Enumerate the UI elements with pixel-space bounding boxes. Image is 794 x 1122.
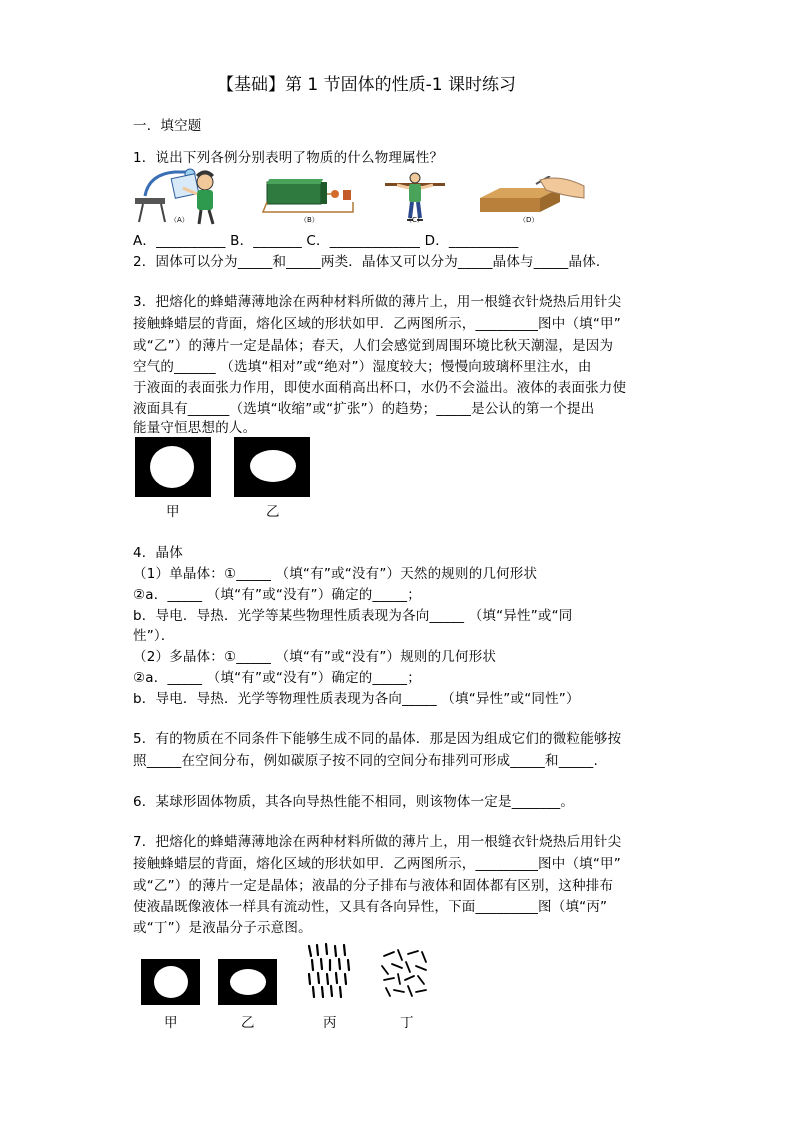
q3-line: 接触蜂蜡层的背面，熔化区域的形状如甲．乙两图所示，_________图中（填“甲” [133,316,621,332]
circular-melt-region [150,446,194,488]
q1-image-b [261,176,355,216]
page-title: 【基础】第 1 节固体的性质-1 课时练习 [217,75,516,95]
q1-caption-a: （A） [170,216,189,224]
section-heading: 一．填空题 [133,118,202,134]
q4-line: ②a．_____ （填“有”或“没有”）确定的_____； [133,587,421,603]
circuit-box-illustration [261,176,355,216]
q3-figure-yi [234,437,310,497]
q1-caption-c: （C） [405,216,424,224]
q7-figure-jia [141,959,200,1005]
q4-line: b．导电．导热．光学等物理性质表现为各向_____ （填“异性”或“同性”） [133,691,580,707]
q7-label-ding: 丁 [400,1015,414,1031]
elliptical-melt-region [250,450,296,482]
q7-figure-bing-aligned-molecules [306,942,352,1000]
q3-line: 或“乙”）的薄片一定是晶体；春天，人们会感觉到周围环境比秋天潮湿，是因为 [133,338,614,354]
hand-scratching-block-illustration [480,176,588,216]
q3-line: 空气的______ （选填“相对”或“绝对”）湿度较大；慢慢向玻璃杯里注水，由 [133,359,592,375]
q1-answers: A．__________ B．_______ C．_____________ D．__________ [133,233,519,249]
q6-text: 6．某球形固体物质，其各向导热性能不相同，则该物体一定是_______。 [133,794,575,810]
q7-line: 接触蜂蜡层的背面，熔化区域的形状如甲．乙两图所示，_________图中（填“甲” [133,856,621,872]
q7-figure-ding-random-molecules [380,948,430,1000]
q7-line: 使液晶既像液体一样具有流动性，又具有各向异性，下面_________图（填“丙” [133,899,608,915]
q3-line: 能量守恒思想的人。 [133,420,257,436]
q7-label-yi: 乙 [241,1015,255,1031]
q1-stem: 1．说出下列各例分别表明了物质的什么物理属性？ [133,150,444,166]
q7-line: 7．把熔化的蜂蜡薄薄地涂在两种材料所做的薄片上，用一根缝衣针烧热后用针尖 [133,834,622,850]
q5-line: 照_____在空间分布，例如碳原子按不同的空间分布排列可形成_____和_____. [133,753,598,769]
elliptical-melt-region [230,969,266,995]
q4-line: 性”）． [133,628,175,644]
q1-caption-d: （D） [519,216,539,224]
q3-label-jia: 甲 [166,504,180,520]
q7-label-jia: 甲 [164,1015,178,1031]
q4-line: b．导电．导热．光学等某些物理性质表现为各向_____ （填“异性”或“同 [133,608,573,624]
q3-line: 3．把熔化的蜂蜡薄薄地涂在两种材料所做的薄片上，用一根缝衣针烧热后用针尖 [133,294,622,310]
q3-line: 液面具有______（选填“收缩”或“扩张”）的趋势；_____是公认的第一个提出 [133,401,595,417]
q3-label-yi: 乙 [266,504,280,520]
q3-line: 于液面的表面张力作用，即使水面稍高出杯口，水仍不会溢出。液体的表面张力使 [133,380,627,396]
q7-figure-yi [218,959,277,1005]
circular-melt-region [154,966,188,998]
q4-line: （1）单晶体：①_____ （填“有”或“没有”）天然的规则的几何形状 [133,566,538,582]
q1-image-d [480,176,588,216]
q5-line: 5．有的物质在不同条件下能够生成不同的晶体．那是因为组成它们的微粒能够按 [133,731,622,747]
q4-line: （2）多晶体：①_____ （填“有”或“没有”）规则的几何形状 [133,649,497,665]
q7-label-bing: 丙 [323,1015,337,1031]
q4-line: 4．晶体 [133,545,183,561]
q3-figure-jia [135,437,211,497]
q1-caption-b: （B） [300,216,319,224]
q7-line: 或“乙”）的薄片一定是晶体；液晶的分子排布与液体和固体都有区别，这种排布 [133,878,614,894]
q4-line: ②a．_____ （填“有”或“没有”）确定的_____； [133,670,421,686]
q7-line: 或“丁”）是液晶分子示意图。 [133,920,312,936]
q2-text: 2．固体可以分为_____和_____两类．晶体又可以分为_____晶体与_____晶体． [133,254,610,270]
